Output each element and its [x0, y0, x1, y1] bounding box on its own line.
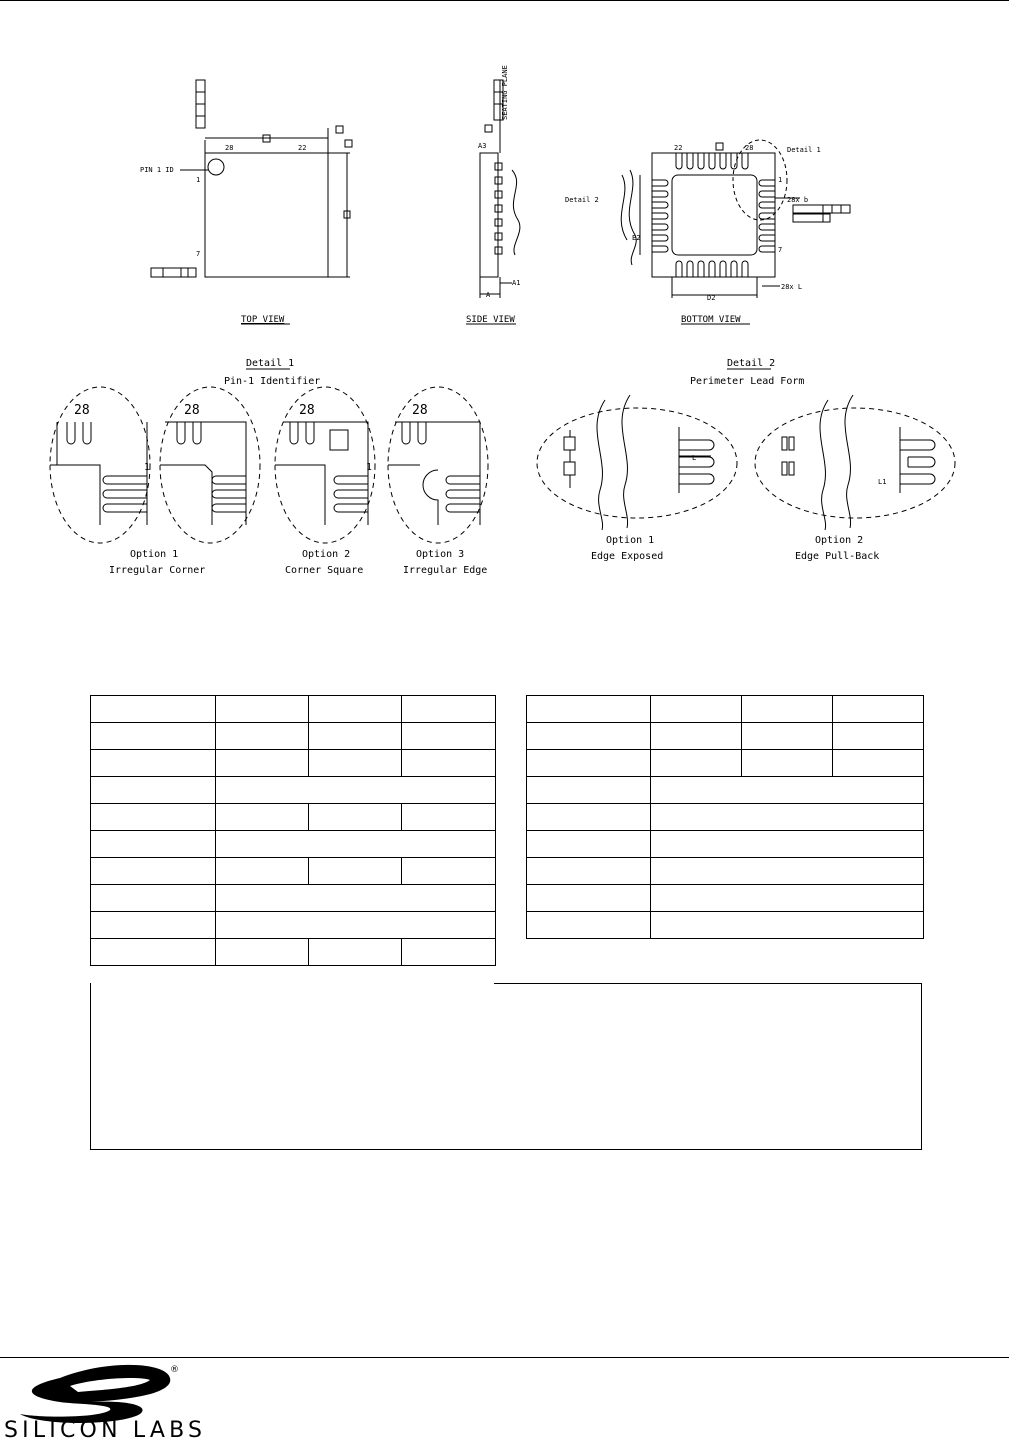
table-row — [527, 696, 924, 723]
top-view-title: TOP VIEW — [241, 315, 285, 325]
side-view-title: SIDE VIEW — [466, 315, 515, 325]
table-row — [91, 939, 496, 966]
table-row — [91, 858, 496, 885]
detail-2-option-2 — [755, 395, 955, 562]
dimension-table-left — [90, 695, 496, 966]
detail-1-option-2 — [275, 387, 375, 576]
seating-plane-label: SEATING PLANE — [501, 65, 509, 120]
detail-2-option-2-desc: Edge Pull-Back — [795, 551, 880, 562]
detail-1-option-1-name: Option 1 — [130, 549, 179, 560]
dim-e2: E2 — [632, 234, 641, 242]
detail-1-option-2-desc: Corner Square — [285, 565, 364, 576]
svg-text:L1: L1 — [878, 478, 887, 486]
notes-box — [90, 983, 922, 1150]
table-row — [527, 777, 924, 804]
table-row — [91, 912, 496, 939]
detail-1-option-2-name: Option 2 — [302, 549, 351, 560]
detail-1-title: Detail 1 — [246, 358, 295, 369]
detail-1 — [50, 358, 488, 576]
table-row — [527, 723, 924, 750]
svg-text:28: 28 — [299, 403, 315, 418]
side-view — [466, 65, 520, 325]
detail-2-option-1-name: Option 1 — [606, 535, 655, 546]
detail-1-option-3-desc: Irregular Edge — [403, 565, 488, 576]
table-row — [527, 831, 924, 858]
top-pin-22: 22 — [298, 144, 307, 152]
top-pin-1: 1 — [196, 176, 201, 184]
detail-1-option-1-desc: Irregular Corner — [109, 565, 206, 576]
svg-text:28: 28 — [184, 403, 200, 418]
detail-1-option-3 — [388, 387, 488, 576]
package-drawing — [0, 0, 1009, 640]
table-row — [91, 885, 496, 912]
detail-1-subtitle: Pin-1 Identifier — [224, 376, 321, 387]
detail-2-ref: Detail 2 — [565, 196, 599, 204]
side-label-a: A — [486, 291, 491, 299]
detail-1-option-1 — [50, 387, 205, 576]
top-view — [140, 80, 352, 325]
bottom-view — [565, 140, 850, 325]
bottom-view-title: BOTTOM VIEW — [681, 315, 741, 325]
detail-2-option-2-name: Option 2 — [815, 535, 864, 546]
svg-text:28: 28 — [74, 403, 90, 418]
dim-d2: D2 — [707, 294, 716, 302]
detail-2-option-1 — [537, 395, 737, 562]
detail-2-subtitle: Perimeter Lead Form — [690, 376, 805, 387]
svg-text:L: L — [692, 454, 697, 462]
dimension-table-right — [526, 695, 924, 939]
pin1-label: PIN 1 ID — [140, 166, 174, 174]
bottom-pin-22: 22 — [674, 144, 683, 152]
logo-wordmark: SILICON LABS — [4, 1418, 207, 1443]
top-pin-28: 28 — [225, 144, 234, 152]
top-pin-7: 7 — [196, 250, 201, 258]
bottom-pin-28: 28 — [745, 144, 754, 152]
table-row — [91, 831, 496, 858]
detail-1-option-1b — [160, 387, 260, 543]
detail-2 — [537, 358, 955, 562]
registered-mark: ® — [170, 1365, 179, 1375]
side-label-a1: A1 — [512, 279, 521, 287]
bottom-pin-7: 7 — [778, 246, 783, 254]
detail-1-ref: Detail 1 — [787, 146, 821, 154]
bottom-pin-1: 1 — [778, 176, 783, 184]
table-row — [91, 777, 496, 804]
lead-l-label: 28x L — [781, 283, 803, 291]
footer-rule — [0, 1357, 1009, 1358]
table-row — [527, 912, 924, 939]
table-row — [527, 885, 924, 912]
table-row — [527, 804, 924, 831]
table-row — [527, 750, 924, 777]
table-row — [91, 696, 496, 723]
lead-b-label: 28x b — [787, 196, 809, 204]
svg-text:28: 28 — [412, 403, 428, 418]
table-row — [91, 750, 496, 777]
detail-2-title: Detail 2 — [727, 358, 776, 369]
side-label-a3: A3 — [478, 142, 487, 150]
table-row — [91, 804, 496, 831]
svg-text:1: 1 — [144, 462, 151, 473]
svg-text:1: 1 — [366, 462, 373, 473]
table-row — [91, 723, 496, 750]
detail-1-option-3-name: Option 3 — [416, 549, 465, 560]
table-row — [527, 858, 924, 885]
detail-2-option-1-desc: Edge Exposed — [591, 551, 664, 562]
